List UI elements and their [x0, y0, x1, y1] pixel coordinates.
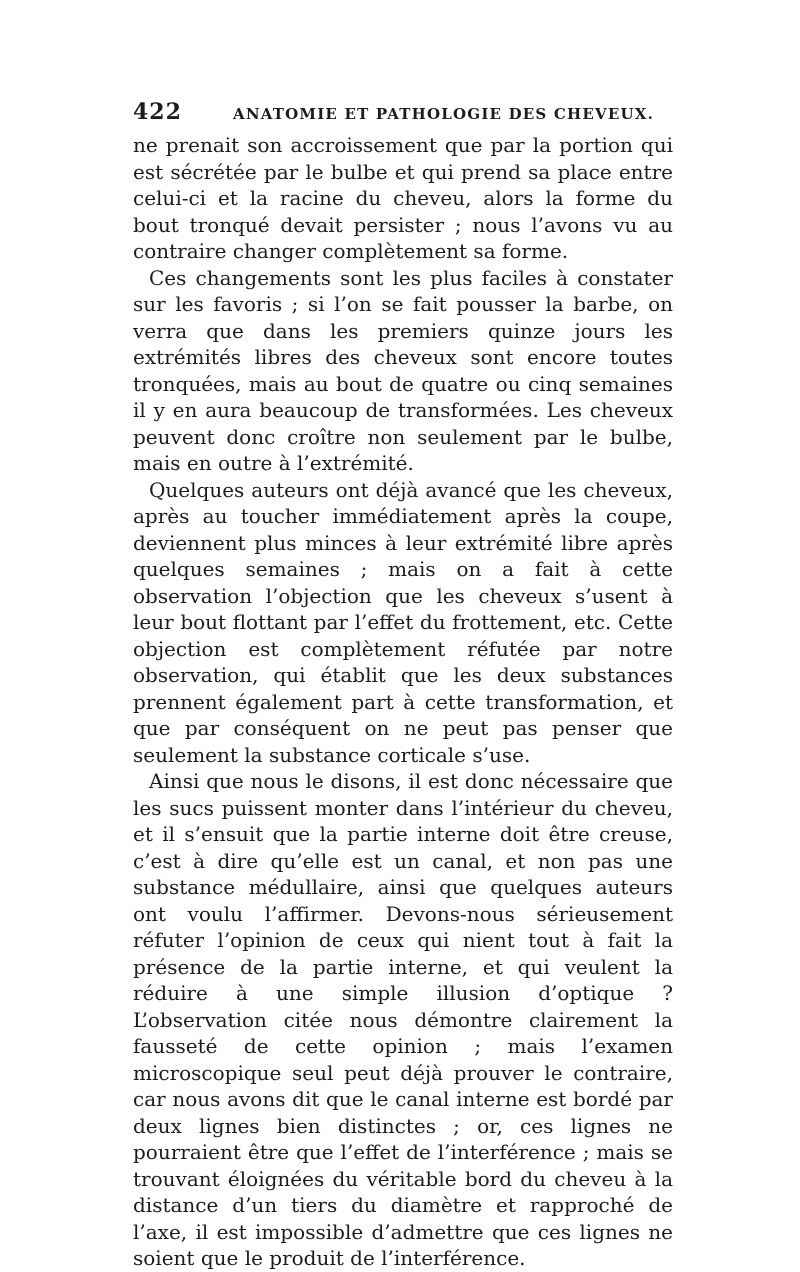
page-header — [133, 97, 673, 129]
paragraph-2: Ces changements sont les plus faciles à constater sur les favoris ; si l’on se fait pousser la barbe, on verra que dans les premiers quinze jours les extrémités libres des cheveux sont encore toutes tronquées, mais au bout de quatre ou cinq semaines il y en aura beaucoup de transformées. Les cheveux peuvent donc croître non seulement par le bulbe, mais en outre à l’extrémité. — [133, 265, 673, 475]
body-text — [133, 132, 673, 1272]
page-number: 422 — [133, 99, 182, 125]
paragraph-3: Quelques auteurs ont déjà avancé que les cheveux, après au toucher immédiatement après la coupe, deviennent plus minces à leur extrémité libre après quelques semaines ; mais on a fait à cette observation l’objection que les cheveux s’usent à leur bout flottant par l’effet du frottement, etc. Cette objection est complètement réfutée par notre observation, qui établit que les deux substances prennent également part à cette transformation, et que par conséquent on ne peut pas penser que seulement la substance corticale s’use. — [133, 477, 673, 767]
paragraph-4: Ainsi que nous le disons, il est donc nécessaire que les sucs puissent monter dans l’intérieur du cheveu, et il s’ensuit que la partie interne doit être creuse, c’est à dire qu’elle est un canal, et non pas une substance médullaire, ainsi que quelques auteurs ont voulu l’affirmer. Devons-nous sérieusement réfuter l’opinion de ceux qui nient tout à fait la présence de la partie interne, et qui veulent la réduire à une simple illusion d’optique ? L’observation citée nous démontre clairement la fausseté de cette opinion ; mais l’examen microscopique seul peut déjà prouver le contraire, car nous avons dit que le canal interne est bordé par deux lignes bien distinctes ; or, ces lignes ne pourraient être que l’effet de l’interférence ; mais se trouvant éloignées du véritable bord du cheveu à la distance d’un tiers du diamètre et rapproché de l’axe, il est impossible d’admettre que ces lignes ne soient que le produit de l’interférence. — [133, 769, 673, 1270]
running-title: ANATOMIE ET PATHOLOGIE DES CHEVEUX. — [233, 105, 655, 123]
paragraph-1: ne prenait son accroissement que par la portion qui est sécrétée par le bulbe et qui prend sa place entre celui-ci et la racine du cheveu, alors la forme du bout tronqué devait persister ; nous l’avons vu au contraire changer complètement sa forme. — [133, 133, 673, 263]
